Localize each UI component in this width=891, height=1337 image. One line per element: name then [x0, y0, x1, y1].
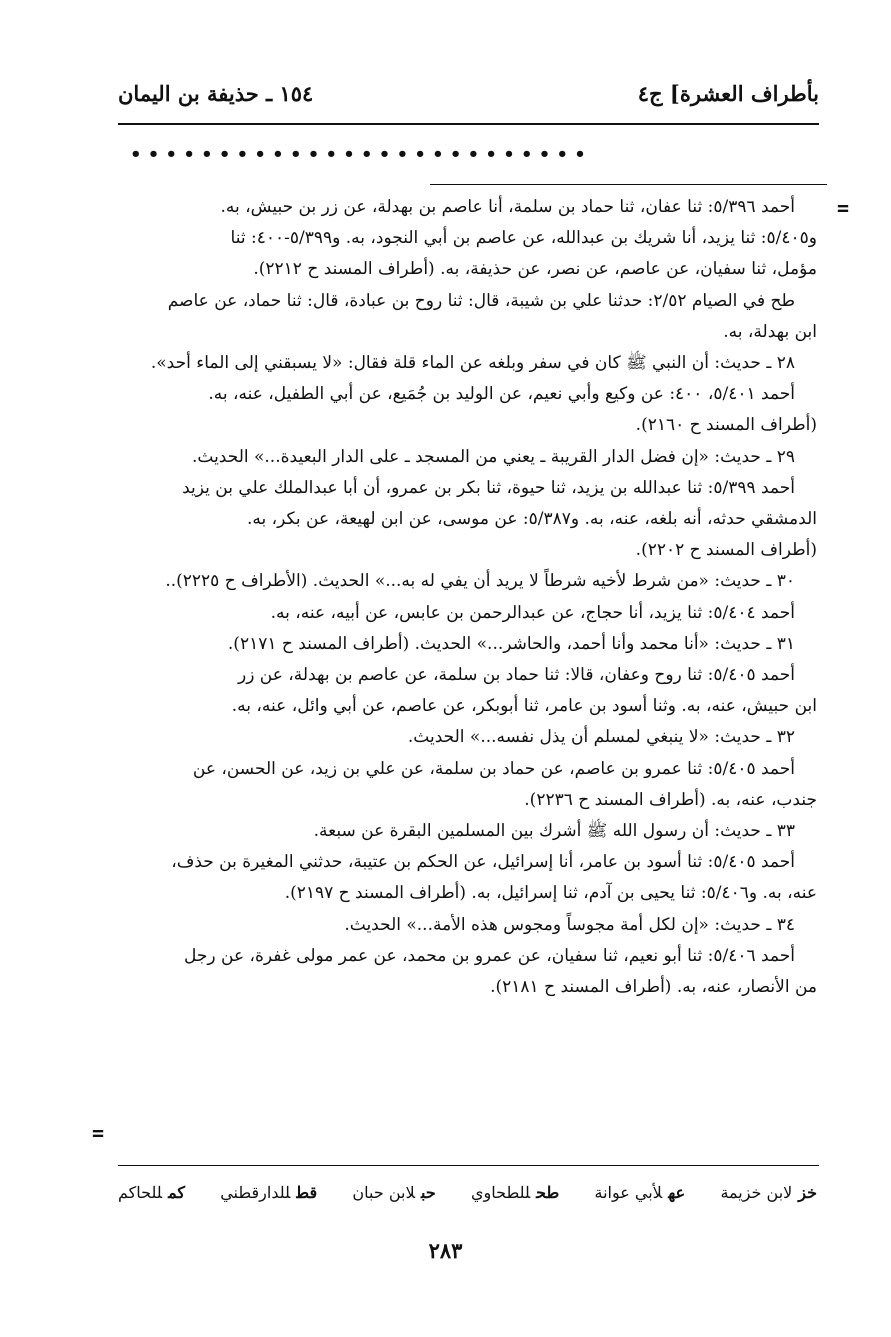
legend-item: خزلابن خزيمة [720, 1183, 817, 1202]
text-line: طح في الصيام ٢/٥٢: حدثنا علي بن شيبة، قال: ثنا روح بن عبادة، قال: ثنا حماد، عن عاصم [167, 290, 795, 311]
elision-dots: • • • • • • • • • • • • • • • • • • • • • • • • • • [130, 144, 586, 165]
text-line: الدمشقي حدثه، أنه بلغه، عنه، به. و٥/٣٨٧: عن موسى، عن ابن لهيعة، عن بكر، به. [247, 509, 817, 530]
hadith-heading: ٣٣ ـ حديث: أن رسول الله ﷺ أشرك بين المسلمين البقرة عن سبعة. [313, 821, 795, 842]
hadith-heading: ٣٠ ـ حديث: «من شرط لأخيه شرطاً لا يريد أن يفي له به...» الحديث. (الأطراف ح ٢٢٢٥).. [165, 571, 795, 592]
abbreviation-legend [118, 1183, 817, 1202]
footer-rule [118, 1165, 819, 1166]
continuation-mark-top: = [836, 196, 849, 220]
text-line: (أطراف المسند ح ٢١٦٠). [635, 415, 817, 436]
page-number: ٢٨٣ [428, 1238, 463, 1263]
header-rule [118, 123, 819, 125]
text-line: من الأنصار، عنه، به. (أطراف المسند ح ٢١٨١). [490, 977, 817, 998]
header-section-title: ١٥٤ ـ حذيفة بن اليمان [118, 80, 314, 106]
hadith-heading: ٣٢ ـ حديث: «لا ينبغي لمسلم أن يذل نفسه...» الحديث. [407, 727, 795, 748]
text-line: عنه، به. و٥/٤٠٦: ثنا يحيى بن آدم، ثنا إسرائيل، به. (أطراف المسند ح ٢١٩٧). [284, 883, 817, 904]
running-header [118, 72, 819, 114]
hadith-heading: ٢٩ ـ حديث: «إن فضل الدار القريبة ـ يعني من المسجد ـ على الدار البعيدة...» الحديث. [191, 446, 795, 467]
text-line: أحمد ٥/٣٩٦: ثنا عفان، ثنا حماد بن سلمة، أنا عاصم بن بهدلة، عن زر بن حبيش، به. [220, 197, 795, 217]
text-line: و٥/٤٠٥: ثنا يزيد، أنا شريك بن عبدالله، عن عاصم بن أبي النجود، به. و٥/٣٩٩-٤٠٠: ثنا [230, 228, 817, 249]
text-line: ابن حبيش، عنه، به. وثنا أسود بن عامر، ثنا أبوبكر، عن عاصم، عن أبي وائل، عنه، به. [231, 696, 817, 717]
continuation-mark-bottom: = [92, 1121, 105, 1145]
main-text [120, 192, 817, 1003]
legend-item: كمللحاكم [118, 1183, 185, 1202]
text-line: أحمد ٥/٤٠٦: ثنا أبو نعيم، ثنا سفيان، عن عمرو بن محمد، عن عمر مولى غفرة، عن رجل [184, 945, 795, 966]
text-line: (أطراف المسند ح ٢٢٠٢). [635, 540, 817, 561]
text-line: أحمد ٥/٣٩٩: ثنا عبدالله بن يزيد، ثنا حيوة، ثنا بكر بن عمرو، أن أبا عبدالملك علي بن يزيد [182, 477, 795, 498]
text-line: أحمد ٥/٤٠١، ٤٠٠: عن وكيع وأبي نعيم، عن الوليد بن جُمَيع، عن أبي الطفيل، عنه، به. [208, 384, 795, 405]
hadith-heading: ٣١ ـ حديث: «أنا محمد وأنا أحمد، والحاشر...» الحديث. (أطراف المسند ح ٢١٧١). [227, 633, 795, 654]
legend-item: قطللدارقطني [220, 1183, 318, 1202]
header-book-title: بأطراف العشرة] ج٤ [637, 80, 819, 106]
text-line: أحمد ٥/٤٠٥: ثنا روح وعفان، قالا: ثنا حماد بن سلمة، عن عاصم بن بهدلة، عن زر [237, 665, 795, 686]
text-line: أحمد ٥/٤٠٥: ثنا أسود بن عامر، أنا إسرائيل، عن الحكم بن عتيبة، حدثني المغيرة بن حذف، [171, 852, 795, 873]
text-line: أحمد ٥/٤٠٥: ثنا عمرو بن عاصم، عن حماد بن سلمة، عن علي بن زيد، عن الحسن، عن [192, 758, 795, 779]
text-line: ابن بهدلة، به. [723, 321, 817, 342]
hadith-heading: ٣٤ ـ حديث: «إن لكل أمة مجوساً ومجوس هذه الأمة...» الحديث. [344, 914, 795, 935]
continuation-rule [430, 184, 827, 185]
text-line: أحمد ٥/٤٠٤: ثنا يزيد، أنا حجاج، عن عبدالرحمن بن عابس، عن أبيه، عنه، به. [270, 602, 795, 623]
legend-item: طحللطحاوي [471, 1183, 560, 1202]
hadith-heading: ٢٨ ـ حديث: أن النبي ﷺ كان في سفر وبلغه عن الماء قلة فقال: «لا يسبقني إلى الماء أحد». [150, 353, 795, 374]
legend-item: عهلأبي عوانة [594, 1183, 686, 1202]
text-line: جندب، عنه، به. (أطراف المسند ح ٢٢٣٦). [524, 789, 817, 810]
text-line: مؤمل، ثنا سفيان، عن عاصم، عن نصر، عن حذيفة، به. (أطراف المسند ح ٢٢١٢). [253, 259, 817, 280]
legend-item: حبلابن حبان [352, 1183, 436, 1202]
